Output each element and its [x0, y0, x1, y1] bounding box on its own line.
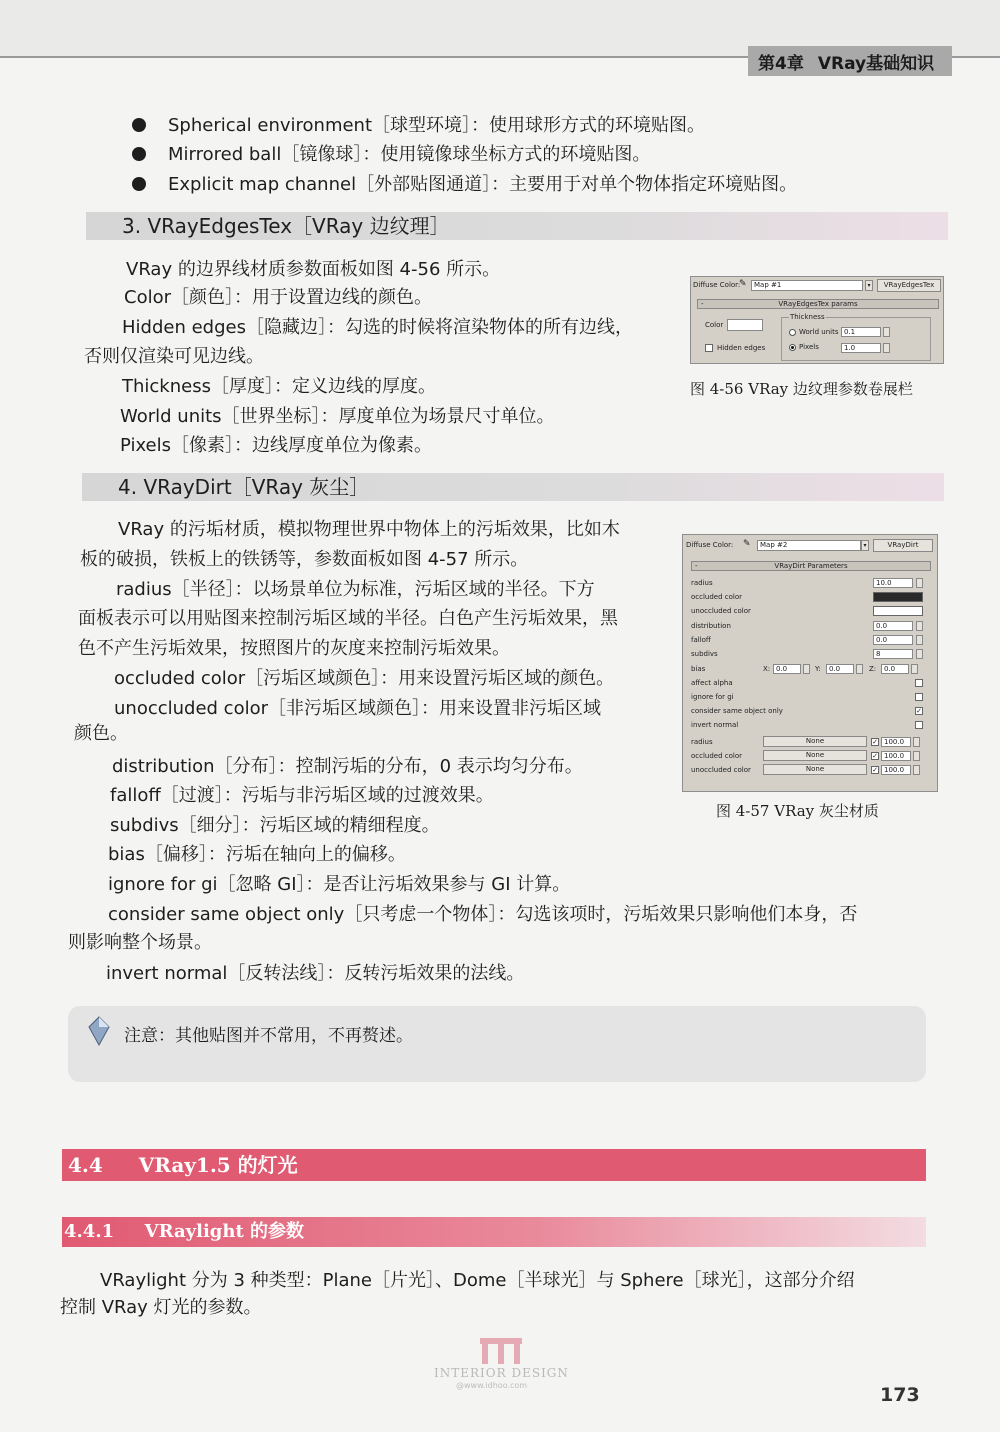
section441-line: VRaylight 分为 3 种类型：Plane［片光］、Dome［半球光］与 Sphere［球光］，这部分介绍 [100, 1270, 855, 1291]
map-row-label: unoccluded color [691, 766, 751, 774]
checkbox-label: ignore for gi [691, 693, 734, 701]
section3-line: VRay 的边界线材质参数面板如图 4-56 所示。 [126, 259, 501, 280]
map-type-button[interactable]: VRayDirt [873, 539, 933, 552]
affect-alpha-checkbox[interactable] [915, 679, 923, 687]
bias-x-field[interactable]: 0.0 [773, 664, 801, 674]
radius-map-button[interactable]: None [763, 736, 867, 747]
checkbox-label: affect alpha [691, 679, 733, 687]
ignore-for-gi-checkbox[interactable] [915, 693, 923, 701]
figure-4-56-panel [690, 276, 944, 364]
section4-line: 色不产生污垢效果，按照图片的灰度来控制污垢效果。 [78, 638, 510, 659]
section4-line: unoccluded color［非污垢区域颜色］：用来设置非污垢区域 [114, 698, 601, 719]
bias-x-label: X: [763, 665, 771, 673]
figure-4-57-caption: 图 4-57 VRay 灰尘材质 [716, 802, 879, 820]
chapter-header [748, 46, 952, 76]
figure-4-57-panel: Diffuse Color: ✎ Map #2 ▾ VRayDirt - VRayDirt Parameters radius 10.0 occluded color unoccluded color distribution 0.0 falloff 0.0 subdivs 8 bias X: 0.0 Y: 0.0 Z: 0.0 affect alpha ignore for gi consider same object only ✓ invert normal radius None ✓ 100.0 occluded color None ✓ 100.0 unoccluded color None ✓ 100.0 [682, 534, 938, 792]
thickness-label: Thickness [790, 313, 825, 321]
section-4-4-number: 4.4 [68, 1153, 103, 1177]
unoccluded-map-spinner[interactable] [913, 765, 920, 775]
bias-y-field[interactable]: 0.0 [826, 664, 854, 674]
section3-line: Pixels［像素］：边线厚度单位为像素。 [120, 435, 433, 456]
bullet-dot-icon [132, 177, 146, 191]
distribution-spinner[interactable] [916, 621, 923, 631]
section-4-4-title: VRay1.5 的灯光 [138, 1153, 298, 1177]
subdivs-field[interactable]: 8 [873, 649, 913, 659]
section4-line: falloff［过渡］：污垢与非污垢区域的过渡效果。 [110, 785, 494, 806]
collapse-icon: - [701, 300, 704, 308]
section4-line: consider same object only［只考虑一个物体］：勾选该项时，污垢效果只影响他们本身，否 [108, 904, 858, 925]
section4-line: 则影响整个场景。 [68, 932, 212, 953]
occluded-map-checkbox[interactable]: ✓ [872, 752, 878, 760]
consider-same-object-checkbox[interactable]: ✓ [916, 707, 922, 715]
hidden-edges-label: Hidden edges [717, 344, 766, 352]
section-4-4-1-title: VRaylight 的参数 [144, 1221, 305, 1242]
thickness-group [781, 317, 931, 361]
bullet-item: Mirrored ball［镜像球］：使用镜像球坐标方式的环境贴图。 [132, 143, 650, 167]
section3-line: World units［世界坐标］：厚度单位为场景尺寸单位。 [120, 406, 555, 427]
bias-y-label: Y: [815, 665, 821, 673]
chapter-title: VRay基础知识 [817, 53, 935, 74]
map-row-label: radius [691, 738, 713, 746]
section-4-4-1-bar [62, 1217, 926, 1247]
figure-4-56-caption: 图 4-56 VRay 边纹理参数卷展栏 [690, 380, 913, 398]
diffuse-color-label: Diffuse Color: [686, 541, 734, 549]
bullet-dot-icon [132, 118, 146, 132]
distribution-field[interactable]: 0.0 [873, 621, 913, 631]
section4-line: invert normal［反转法线］：反转污垢效果的法线。 [106, 963, 525, 984]
section4-line: radius［半径］：以场景单位为标准，污垢区域的半径。下方 [116, 579, 595, 600]
diffuse-color-label: Diffuse Color: [693, 281, 741, 289]
section3-line: 否则仅渲染可见边线。 [84, 346, 264, 367]
world-units-field[interactable]: 0.1 [841, 327, 881, 337]
radius-field[interactable]: 10.0 [873, 578, 913, 588]
map-row-label: occluded color [691, 752, 743, 760]
occluded-map-spinner[interactable] [913, 751, 920, 761]
section4-line: VRay 的污垢材质，模拟物理世界中物体上的污垢效果，比如木 [118, 519, 620, 540]
unoccluded-map-button[interactable]: None [763, 764, 867, 775]
unoccluded-map-checkbox[interactable]: ✓ [872, 766, 878, 774]
section4-line: 面板表示可以用贴图来控制污垢区域的半径。白色产生污垢效果，黑 [78, 608, 618, 629]
pixels-field[interactable]: 1.0 [841, 343, 881, 353]
section4-heading: 4. VRayDirt［VRay 灰尘］ [118, 475, 370, 499]
unoccluded-color-swatch[interactable] [873, 606, 923, 616]
section4-line: ignore for gi［忽略 GI］：是否让污垢效果参与 GI 计算。 [108, 874, 571, 895]
section4-line: distribution［分布］：控制污垢的分布，0 表示均匀分布。 [112, 756, 583, 777]
world-units-radio[interactable] [789, 329, 796, 336]
world-units-spinner[interactable] [883, 327, 890, 337]
watermark-brand: INTERIOR DESIGN [434, 1366, 569, 1380]
bullet-item: Explicit map channel［外部贴图通道］：主要用于对单个物体指定环境贴图。 [132, 173, 797, 197]
subdivs-spinner[interactable] [916, 649, 923, 659]
eyedropper-icon: ✎ [739, 279, 747, 289]
color-label: Color [705, 321, 724, 329]
unoccluded-map-amount[interactable]: 100.0 [881, 765, 911, 775]
pixels-label: Pixels [799, 343, 819, 351]
checkbox-label: consider same object only [691, 707, 783, 715]
section4-line: occluded color［污垢区域颜色］：用来设置污垢区域的颜色。 [114, 668, 615, 689]
bias-z-label: Z: [869, 665, 877, 673]
bias-label: bias [691, 665, 706, 673]
section441-line: 控制 VRay 灯光的参数。 [60, 1297, 262, 1318]
radius-map-spinner[interactable] [913, 737, 920, 747]
section4-line: subdivs［细分］：污垢区域的精细程度。 [110, 815, 440, 836]
map-type-button[interactable]: VRayEdgesTex [877, 279, 941, 292]
bullet-item: Spherical environment［球型环境］：使用球形方式的环境贴图。 [132, 114, 705, 138]
section3-heading-bar [86, 212, 948, 240]
section-4-4-bar [62, 1149, 926, 1181]
section4-heading-bar [82, 473, 944, 501]
bullet-dot-icon [132, 147, 146, 161]
falloff-spinner[interactable] [916, 635, 923, 645]
map-name-field[interactable]: Map #2 [757, 540, 861, 551]
bias-x-spinner[interactable] [803, 664, 810, 674]
section3-line: Thickness［厚度］：定义边线的厚度。 [122, 376, 436, 397]
section4-line: bias［偏移］：污垢在轴向上的偏移。 [108, 844, 406, 865]
occluded-map-button[interactable]: None [763, 750, 867, 761]
occluded-color-swatch[interactable] [873, 592, 923, 602]
chapter-number: 第4章 [758, 53, 804, 74]
pixels-spinner[interactable] [883, 343, 890, 353]
color-swatch[interactable] [727, 319, 763, 331]
radius-map-amount[interactable]: 100.0 [881, 737, 911, 747]
pixels-radio[interactable] [789, 344, 796, 351]
section3-line: Hidden edges［隐藏边］：勾选的时候将渲染物体的所有边线， [122, 317, 633, 338]
map-dropdown-icon[interactable]: ▾ [861, 540, 869, 551]
map-name-field[interactable]: Map #1 [751, 280, 863, 291]
eyedropper-icon: ✎ [743, 539, 751, 549]
bias-y-spinner[interactable] [856, 664, 863, 674]
bias-z-field[interactable]: 0.0 [881, 664, 909, 674]
hidden-edges-checkbox[interactable] [705, 344, 713, 352]
section-4-4-1-number: 4.4.1 [64, 1221, 115, 1242]
watermark-logo-icon [478, 1336, 524, 1370]
note-text: 注意：其他贴图并不常用，不再赘述。 [124, 1026, 413, 1046]
falloff-field[interactable]: 0.0 [873, 635, 913, 645]
section3-line: Color［颜色］：用于设置边线的颜色。 [124, 287, 432, 308]
watermark-site: @www.idhoo.com [456, 1381, 528, 1390]
rollout-header[interactable]: - VRayEdgesTex params [697, 299, 939, 309]
collapse-icon: - [695, 562, 698, 570]
world-units-label: World units [799, 328, 839, 336]
bias-z-spinner[interactable] [911, 664, 918, 674]
occluded-map-amount[interactable]: 100.0 [881, 751, 911, 761]
radius-spinner[interactable] [916, 578, 923, 588]
invert-normal-checkbox[interactable] [915, 721, 923, 729]
note-diamond-icon [88, 1016, 110, 1050]
page-number: 173 [880, 1384, 920, 1406]
rollout-header[interactable]: - VRayDirt Parameters [691, 561, 931, 571]
map-dropdown-icon[interactable]: ▾ [865, 280, 873, 291]
section4-line: 板的破损，铁板上的铁锈等，参数面板如图 4-57 所示。 [80, 549, 529, 570]
radius-map-checkbox[interactable]: ✓ [872, 738, 878, 746]
checkbox-label: invert normal [691, 721, 739, 729]
section4-line: 颜色。 [74, 723, 128, 744]
section3-heading: 3. VRayEdgesTex［VRay 边纹理］ [122, 214, 450, 238]
